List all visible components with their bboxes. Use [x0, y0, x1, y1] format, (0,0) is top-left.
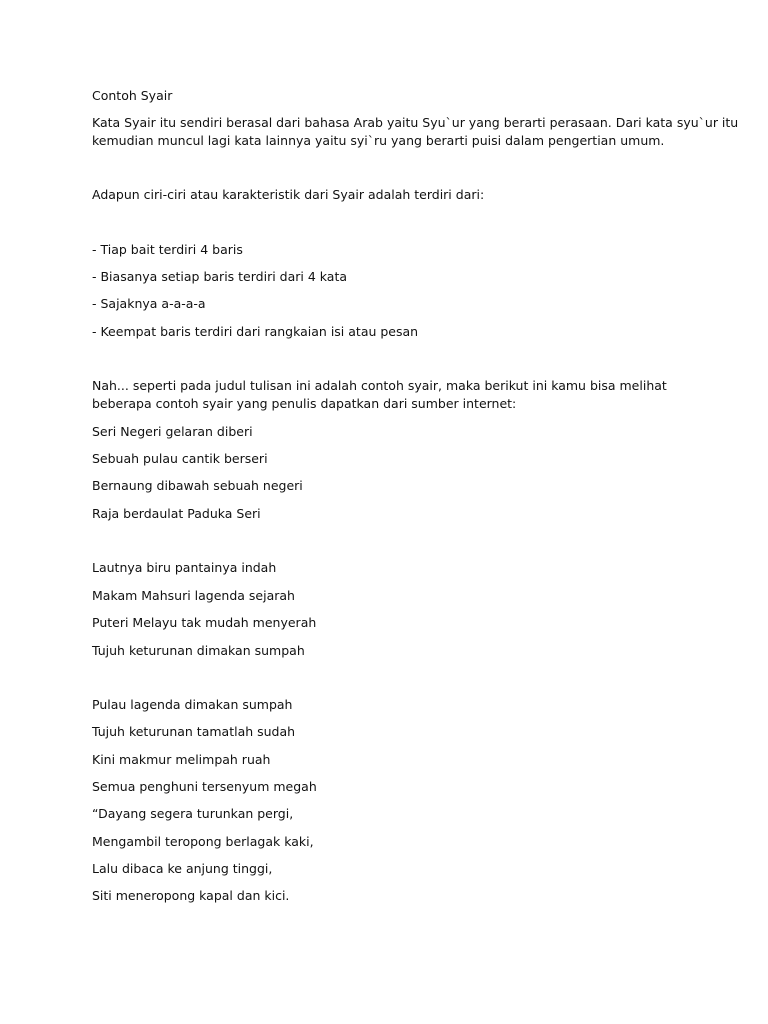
- stanza-4-line: Siti meneropong kapal dan kici.: [92, 888, 290, 903]
- intro-line-1: Kata Syair itu sendiri berasal dari bahasa Arab yaitu Syu`ur yang berarti perasaan. Dari kata syu`ur itu: [92, 115, 739, 130]
- stanza-4-line: Mengambil teropong berlagak kaki,: [92, 834, 314, 849]
- examples-intro-line-1: Nah... seperti pada judul tulisan ini adalah contoh syair, maka berikut ini kamu bisa melihat: [92, 378, 667, 393]
- stanza-3-line: Semua penghuni tersenyum megah: [92, 779, 317, 794]
- characteristic-item: - Keempat baris terdiri dari rangkaian isi atau pesan: [92, 324, 419, 339]
- characteristics-intro: Adapun ciri-ciri atau karakteristik dari Syair adalah terdiri dari:: [92, 187, 485, 202]
- stanza-3-line: Kini makmur melimpah ruah: [92, 752, 271, 767]
- stanza-4-line: Lalu dibaca ke anjung tinggi,: [92, 861, 273, 876]
- characteristic-item: - Tiap bait terdiri 4 baris: [92, 242, 243, 257]
- document-title: Contoh Syair: [92, 88, 173, 103]
- stanza-4-line: “Dayang segera turunkan pergi,: [92, 806, 294, 821]
- examples-intro-line-2: beberapa contoh syair yang penulis dapatkan dari sumber internet:: [92, 396, 517, 411]
- stanza-1-line: Bernaung dibawah sebuah negeri: [92, 478, 303, 493]
- stanza-3-line: Pulau lagenda dimakan sumpah: [92, 697, 293, 712]
- stanza-2-line: Puteri Melayu tak mudah menyerah: [92, 615, 317, 630]
- characteristic-item: - Sajaknya a-a-a-a: [92, 296, 206, 311]
- stanza-2-line: Makam Mahsuri lagenda sejarah: [92, 588, 295, 603]
- stanza-1-line: Sebuah pulau cantik berseri: [92, 451, 268, 466]
- intro-line-2: kemudian muncul lagi kata lainnya yaitu syi`ru yang berarti puisi dalam pengertian umum.: [92, 133, 665, 148]
- stanza-3-line: Tujuh keturunan tamatlah sudah: [92, 724, 296, 739]
- stanza-2-line: Tujuh keturunan dimakan sumpah: [92, 643, 305, 658]
- stanza-1-line: Raja berdaulat Paduka Seri: [92, 506, 261, 521]
- characteristic-item: - Biasanya setiap baris terdiri dari 4 kata: [92, 269, 348, 284]
- stanza-1-line: Seri Negeri gelaran diberi: [92, 424, 253, 439]
- stanza-2-line: Lautnya biru pantainya indah: [92, 560, 277, 575]
